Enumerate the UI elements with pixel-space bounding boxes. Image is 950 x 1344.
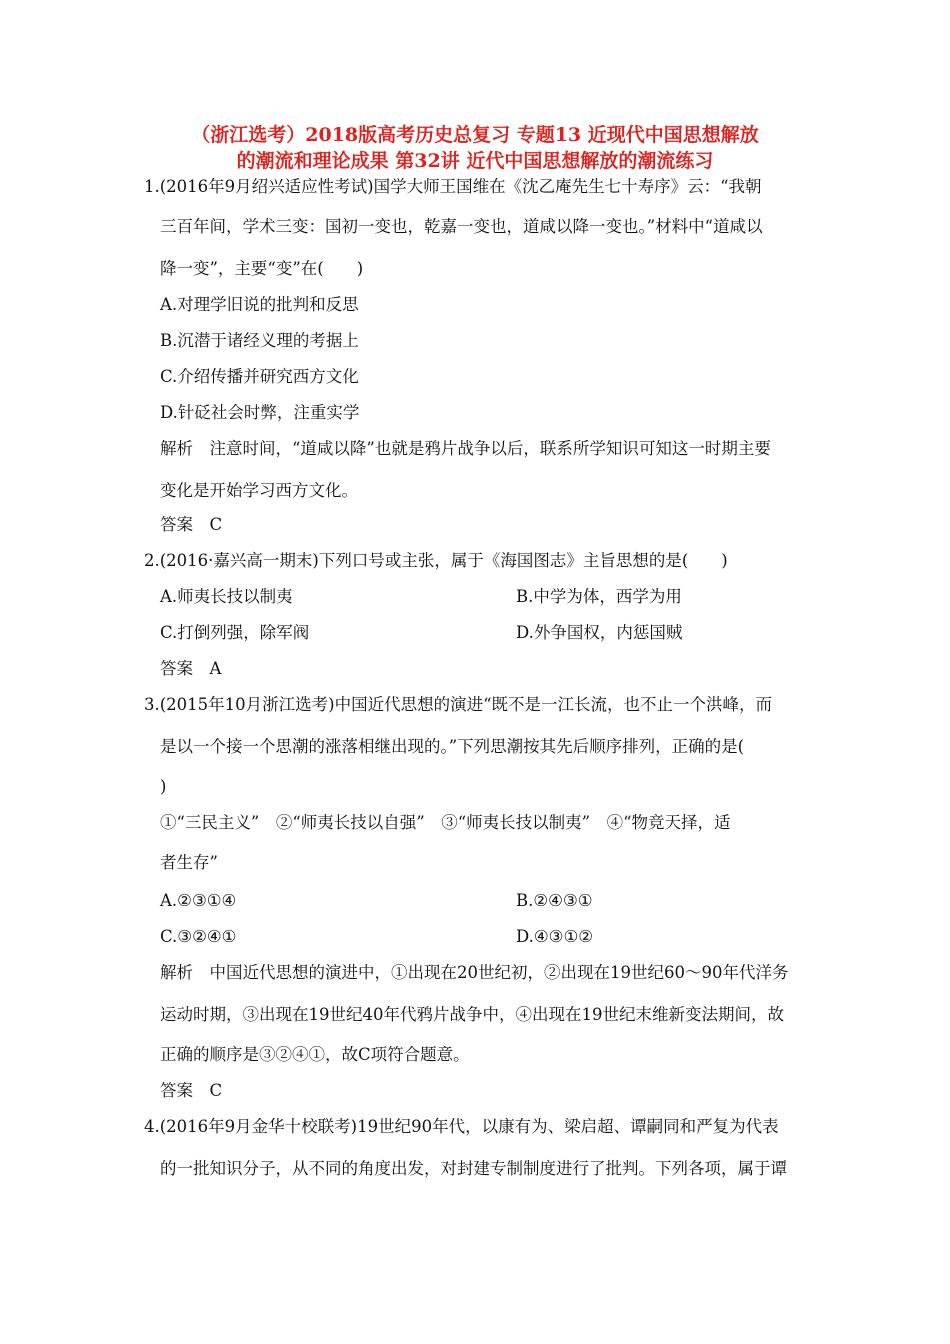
document-title-line-2: 的潮流和理论成果 第32讲 近代中国思想解放的潮流练习: [236, 150, 714, 172]
q4-stem: 的一批知识分子，从不同的角度出发，对封建专制制度进行了批判。下列各项，属于谭: [160, 1159, 787, 1178]
q3-option-a: A.②③①④: [160, 891, 237, 910]
q2-option-c: C.打倒列强，除军阀: [160, 623, 310, 642]
q1-explanation: 解析 注意时间，“道咸以降”也就是鸦片战争以后，联系所学知识可知这一时期主要: [160, 439, 771, 458]
q1-stem: 1.(2016年9月绍兴适应性考试)国学大师王国维在《沈乙庵先生七十寿序》云：“我朝: [144, 177, 762, 196]
q3-explanation: 运动时期，③出现在19世纪40年代鸦片战争中，④出现在19世纪末维新变法期间，故: [160, 1005, 784, 1024]
q1-option-d: D.针砭社会时弊，注重实学: [160, 403, 360, 422]
q3-stem: 是以一个接一个思潮的涨落相继出现的。”下列思潮按其先后顺序排列，正确的是(: [160, 737, 745, 756]
q1-stem: 降一变”，主要“变”在( ): [160, 259, 364, 278]
q1-option-b: B.沉潜于诸经义理的考据上: [160, 331, 359, 350]
q3-stem: 3.(2015年10月浙江选考)中国近代思想的演进“既不是一江长流，也不止一个洪峰，而: [144, 695, 773, 714]
q2-stem: 2.(2016·嘉兴高一期末)下列口号或主张，属于《海国图志》主旨思想的是( ): [144, 551, 728, 570]
q3-items: ①“三民主义” ②“师夷长技以自强” ③“师夷长技以制夷” ④“物竞天择，适: [160, 813, 731, 832]
q3-option-c: C.③②④①: [160, 927, 237, 946]
q3-explanation: 正确的顺序是③②④①，故C项符合题意。: [160, 1045, 470, 1064]
q1-explanation: 变化是开始学习西方文化。: [160, 481, 358, 500]
q1-stem: 三百年间，学术三变：国初一变也，乾嘉一变也，道咸以降一变也。”材料中“道咸以: [160, 217, 763, 236]
q3-items: 者生存”: [160, 853, 218, 872]
document-title-line-1: （浙江选考）2018版高考历史总复习 专题13 近现代中国思想解放: [191, 124, 759, 146]
q3-answer: 答案 C: [160, 1081, 223, 1100]
q3-stem: ): [160, 777, 167, 796]
q3-option-d: D.④③①②: [516, 927, 594, 946]
q1-answer: 答案 C: [160, 515, 223, 534]
q4-stem: 4.(2016年9月金华十校联考)19世纪90年代，以康有为、梁启超、谭嗣同和严复为代表: [144, 1117, 779, 1136]
q1-option-c: C.介绍传播并研究西方文化: [160, 367, 359, 386]
q3-option-b: B.②④③①: [516, 891, 593, 910]
q2-option-b: B.中学为体，西学为用: [516, 587, 682, 606]
q2-option-a: A.师夷长技以制夷: [160, 587, 293, 606]
q2-option-d: D.外争国权，内惩国贼: [516, 623, 683, 642]
q3-explanation: 解析 中国近代思想的演进中，①出现在20世纪初，②出现在19世纪60～90年代洋务: [160, 963, 789, 982]
q2-answer: 答案 A: [160, 659, 222, 678]
q1-option-a: A.对理学旧说的批判和反思: [160, 295, 359, 314]
